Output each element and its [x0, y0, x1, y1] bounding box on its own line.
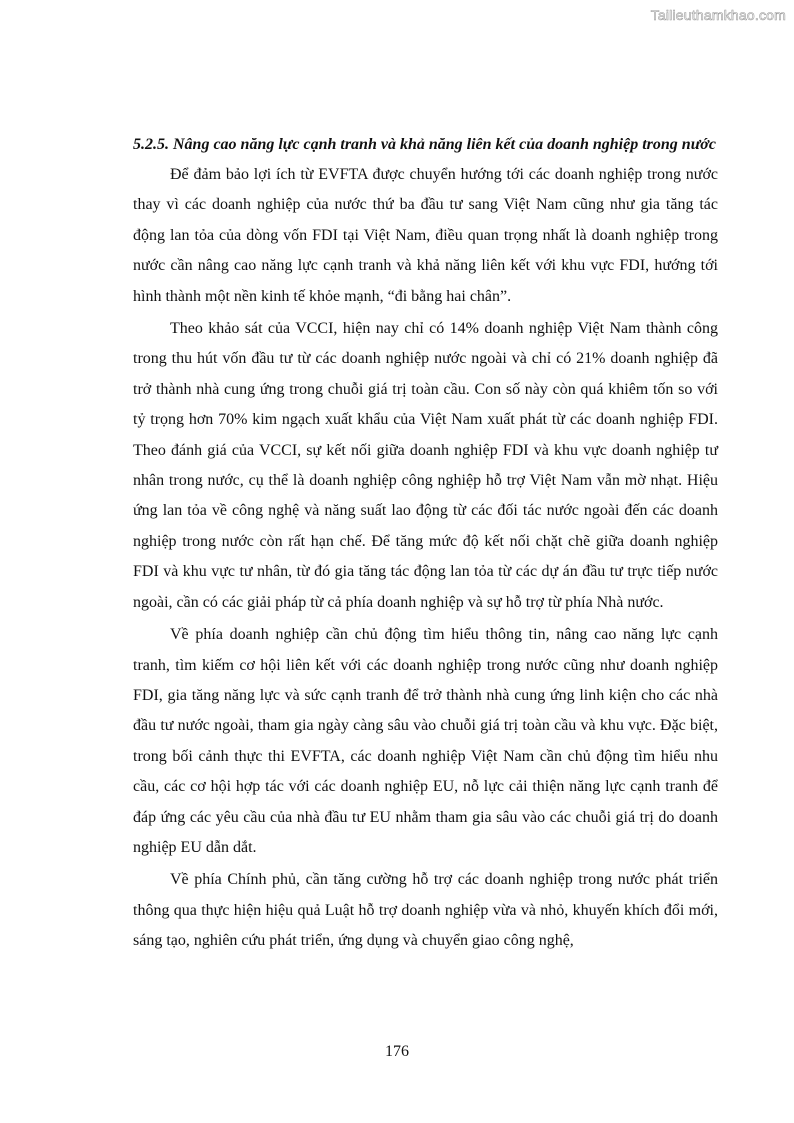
paragraph-4: Về phía Chính phủ, cần tăng cường hỗ trợ các doanh nghiệp trong nước phát triển thông qua thực hiện hiệu quả Luật hỗ trợ doanh nghiệp vừa và nhỏ, khuyến khích đổi mới, sáng tạo, nghiên cứu phát triển, ứng dụng và chuyển giao công nghệ, — [133, 871, 718, 950]
document-body — [133, 130, 718, 959]
page-number: 176 — [385, 1043, 409, 1060]
paragraph-1: Để đảm bảo lợi ích từ EVFTA được chuyển hướng tới các doanh nghiệp trong nước thay vì các doanh nghiệp của nước thứ ba đầu tư sang Việt Nam cũng như gia tăng tác động lan tỏa của dòng vốn FDI tại Việt Nam, điều quan trọng nhất là doanh nghiệp trong nước cần nâng cao năng lực cạnh tranh và khả năng liên kết với khu vực FDI, hướng tới hình thành một nền kinh tế khỏe mạnh, “đi bằng hai chân”. — [133, 166, 718, 305]
paragraph-3: Về phía doanh nghiệp cần chủ động tìm hiểu thông tin, nâng cao năng lực cạnh tranh, tìm kiếm cơ hội liên kết với các doanh nghiệp trong nước cũng như doanh nghiệp FDI, gia tăng năng lực và sức cạnh tranh để trở thành nhà cung ứng linh kiện cho các nhà đầu tư nước ngoài, tham gia ngày càng sâu vào chuỗi giá trị toàn cầu và khu vực. Đặc biệt, trong bối cảnh thực thi EVFTA, các doanh nghiệp Việt Nam cần chủ động tìm hiểu nhu cầu, các cơ hội hợp tác với các doanh nghiệp EU, nỗ lực cải thiện năng lực cạnh tranh để đáp ứng các yêu cầu của nhà đầu tư EU nhằm tham gia sâu vào các chuỗi giá trị do doanh nghiệp EU dẫn dắt. — [133, 626, 718, 856]
watermark-text: Tailieuthamkhao.com — [650, 7, 786, 23]
section-heading: 5.2.5. Nâng cao năng lực cạnh tranh và khả năng liên kết của doanh nghiệp trong nước — [133, 136, 716, 153]
paragraph-2: Theo khảo sát của VCCI, hiện nay chỉ có 14% doanh nghiệp Việt Nam thành công trong thu hút vốn đầu tư từ các doanh nghiệp nước ngoài và chỉ có 21% doanh nghiệp đã trở thành nhà cung ứng trong chuỗi giá trị toàn cầu. Con số này còn quá khiêm tốn so với tỷ trọng hơn 70% kim ngạch xuất khẩu của Việt Nam xuất phát từ các doanh nghiệp FDI. Theo đánh giá của VCCI, sự kết nối giữa doanh nghiệp FDI và khu vực doanh nghiệp tư nhân trong nước, cụ thể là doanh nghiệp công nghiệp hỗ trợ Việt Nam vẫn mờ nhạt. Hiệu ứng lan tỏa về công nghệ và năng suất lao động từ các đối tác nước ngoài đến các doanh nghiệp trong nước còn rất hạn chế. Để tăng mức độ kết nối chặt chẽ giữa doanh nghiệp FDI và khu vực tư nhân, từ đó gia tăng tác động lan tỏa từ các dự án đầu tư trực tiếp nước ngoài, cần có các giải pháp từ cả phía doanh nghiệp và sự hỗ trợ từ phía Nhà nước. — [133, 320, 718, 611]
